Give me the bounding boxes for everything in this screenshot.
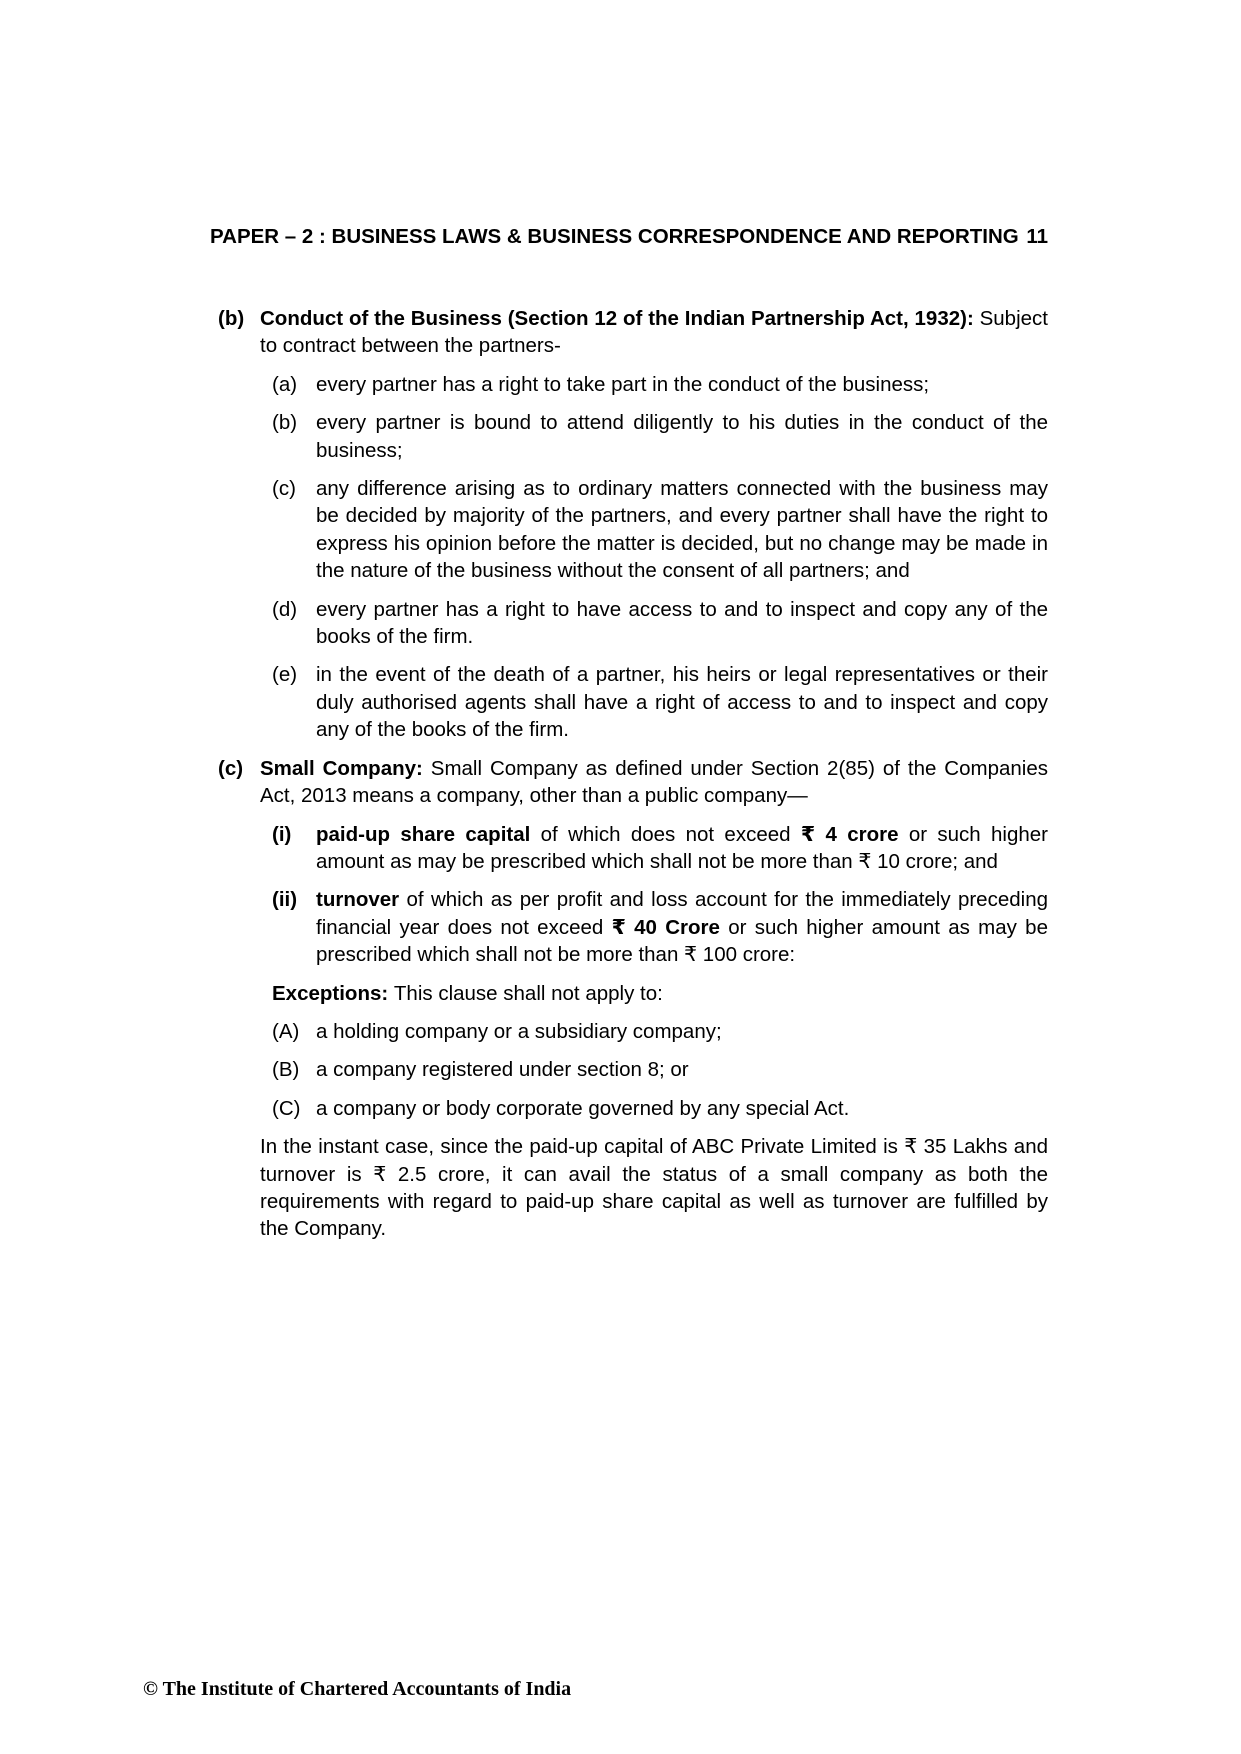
section-b-list [272,371,1048,744]
list-item-label: (C) [272,1096,301,1120]
section-b-label: (b) [218,307,245,330]
list-item [272,1095,1048,1122]
list-item-label: (A) [272,1019,300,1043]
section-c [218,755,1048,1254]
list-item-label: (B) [272,1058,300,1082]
section-c-body [260,755,1048,1254]
list-item [272,409,1048,464]
section-c-list [272,821,1048,1123]
list-item-label: (c) [272,477,296,501]
list-item [272,475,1048,585]
list-item-text: paid-up share capital of which does not exceed ₹ 4 crore or such higher amount as may be prescribed which shall not be more than ₹ 10 crore; and [316,822,1048,873]
list-item [272,1056,1048,1083]
list-item-text: in the event of the death of a partner, his heirs or legal representatives or their duly authorised agents shall have a right of access to and to inspect and copy any of the books of the firm. [316,663,1048,742]
section-b-body [260,305,1048,755]
list-item-text: a company registered under section 8; or [316,1058,689,1082]
conclusion-paragraph: In the instant case, since the paid-up capital of ABC Private Limited is ₹ 35 Lakhs and turnover is ₹ 2.5 crore, it can avail the status of a small company as both the requirements with regard to paid-up share capital as well as turnover are fulfilled by the Company. [260,1135,1048,1241]
list-item-label: (i) [272,822,292,846]
exceptions-heading: Exceptions: This clause shall not apply to: [272,981,663,1005]
list-item-label: (b) [272,411,298,435]
list-item-label: (d) [272,597,298,621]
list-item-label: (e) [272,663,298,687]
list-item-text: turnover of which as per profit and loss account for the immediately preceding financial year does not exceed ₹ 40 Crore or such higher amount as may be prescribed which shall not be more than ₹ 100 crore: [316,888,1048,967]
page-header [210,225,1048,249]
section-c-heading: Small Company: Small Company as defined under Section 2(85) of the Companies Act, 2013 means a company, other than a public company— [260,756,1048,808]
list-item-text: every partner is bound to attend diligently to his duties in the conduct of the business; [316,411,1048,462]
list-item [272,596,1048,651]
page-number: 11 [1026,225,1048,248]
list-item [272,661,1048,743]
header-title: PAPER – 2 : BUSINESS LAWS & BUSINESS CORRESPONDENCE AND REPORTING [210,225,1019,248]
list-item-label: (ii) [272,888,298,912]
list-item [272,371,1048,398]
list-item-text: a holding company or a subsidiary company; [316,1019,722,1043]
list-item-text: every partner has a right to have access to and to inspect and copy any of the books of the firm. [316,597,1048,649]
section-c-label: (c) [218,756,244,780]
list-item [272,886,1048,968]
list-item [272,821,1048,876]
list-item-text: a company or body corporate governed by any special Act. [316,1096,850,1120]
page-content [218,305,1048,1254]
list-item-label: (a) [272,372,298,396]
list-item-text: any difference arising as to ordinary matters connected with the business may be decided by majority of the partners, and every partner shall have the right to express his opinion before the matter is decided, but no change may be made in the nature of the business without the consent of all partners; and [316,477,1048,583]
copyright-footer: © The Institute of Chartered Accountants of India [143,1678,572,1700]
section-b [218,305,1048,755]
section-b-heading: Conduct of the Business (Section 12 of the Indian Partnership Act, 1932): Subject to contract between the partners- [260,307,1048,358]
list-item-text: every partner has a right to take part in the conduct of the business; [316,372,930,396]
list-item [272,1018,1048,1045]
